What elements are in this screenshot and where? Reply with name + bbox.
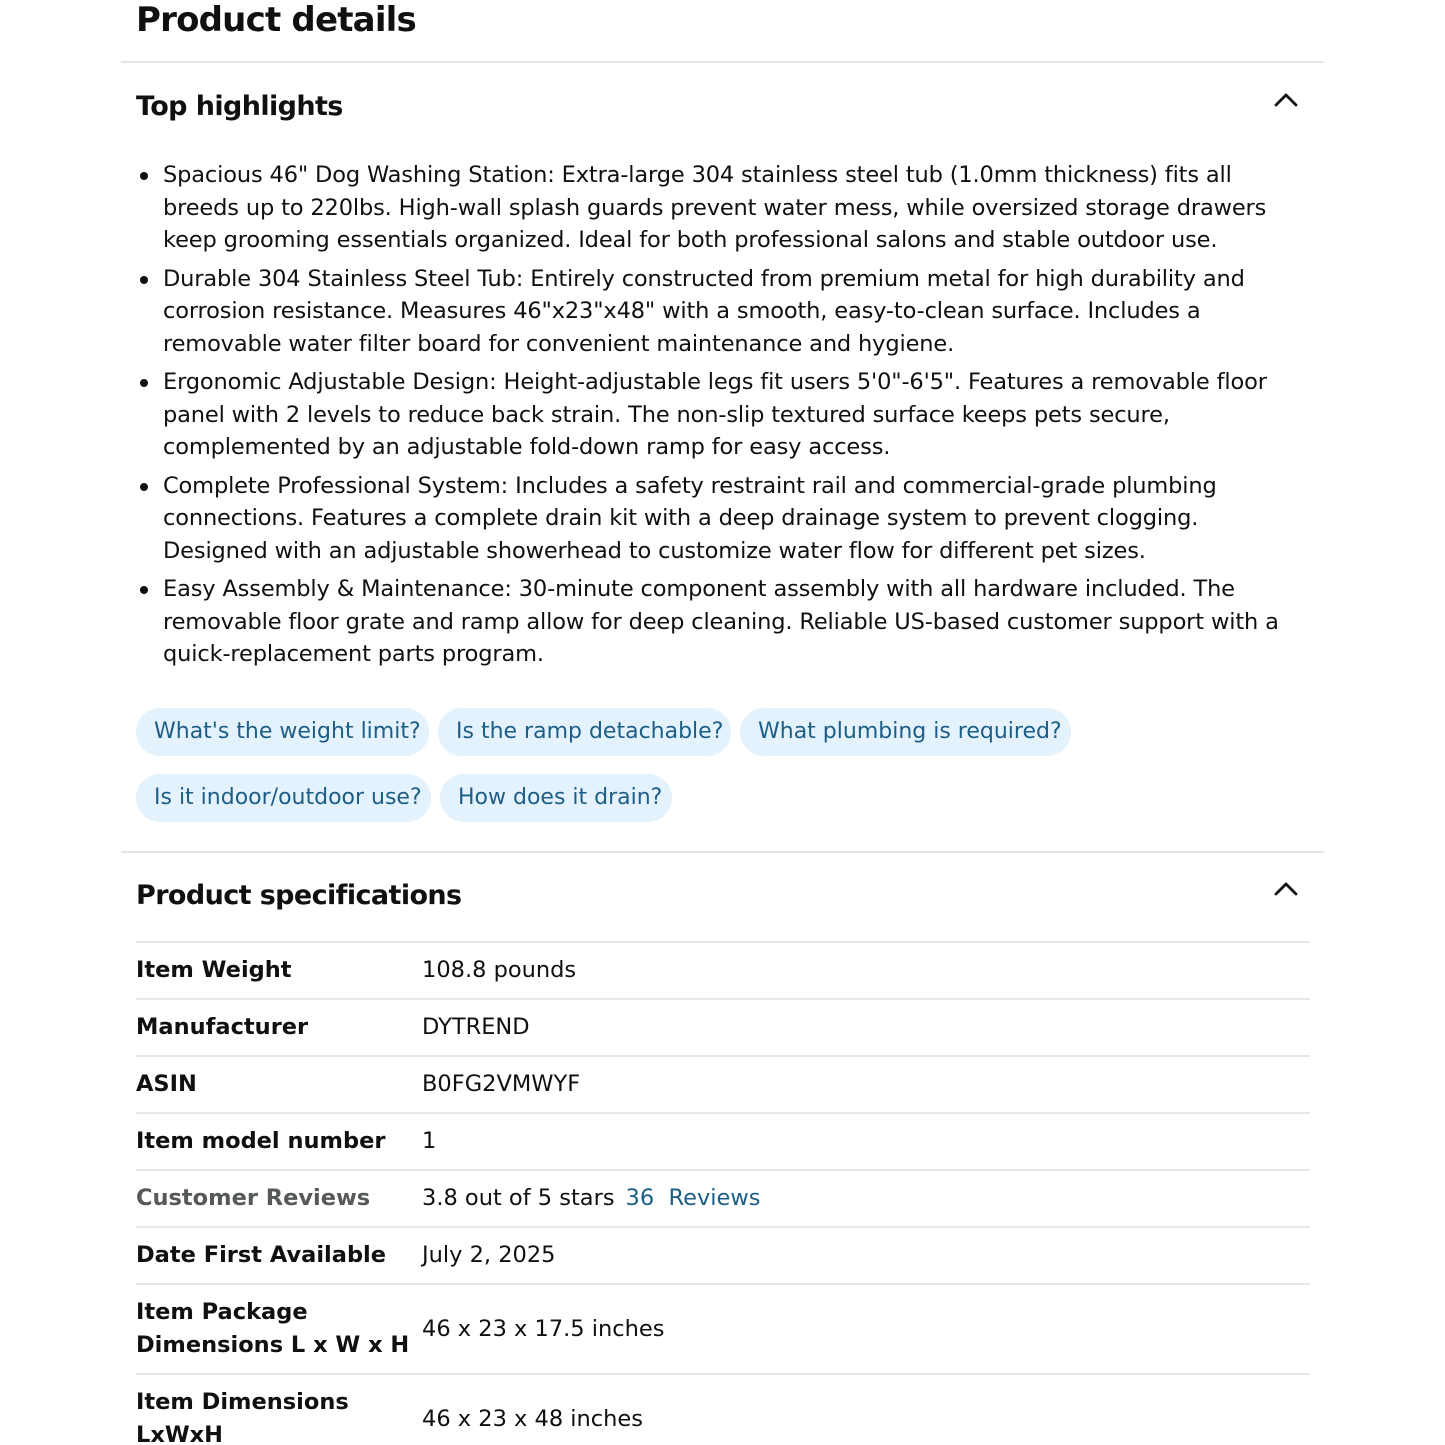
highlight-item: Durable 304 Stainless Steel Tub: Entirely constructed from premium metal for high durability and corrosion resistance. Measures 46"x23"x48" with a smooth, easy-to-clean surface. Includes a removable water filter board for convenient maintenance and hygiene. (136, 263, 1306, 361)
question-chip-drain[interactable]: How does it drain? (440, 774, 672, 822)
table-row (136, 1056, 1310, 1113)
chevron-up-icon[interactable] (1273, 90, 1299, 110)
review-count[interactable]: 36 (625, 1185, 655, 1211)
specifications-table (136, 941, 1310, 1445)
spec-label: Item model number (136, 1113, 422, 1170)
spec-label: Item Weight (136, 942, 422, 999)
spec-value: 1 (422, 1113, 1310, 1170)
question-chip-weight-limit[interactable]: What's the weight limit? (136, 708, 429, 756)
top-highlights-title: Top highlights (136, 91, 343, 122)
question-chip-ramp-detachable[interactable]: Is the ramp detachable? (438, 708, 731, 756)
spec-label: Customer Reviews (136, 1170, 422, 1227)
highlights-list (136, 159, 1306, 677)
spec-value: 46 x 23 x 17.5 inches (422, 1284, 1310, 1374)
table-row (136, 999, 1310, 1056)
highlight-item: Easy Assembly & Maintenance: 30-minute component assembly with all hardware included. The removable floor grate and ramp allow for deep cleaning. Reliable US-based customer support with a quick-replacement parts program. (136, 573, 1306, 671)
product-specifications-title: Product specifications (136, 880, 462, 911)
chevron-up-icon[interactable] (1273, 879, 1299, 899)
highlight-item: Spacious 46" Dog Washing Station: Extra-large 304 stainless steel tub (1.0mm thickness) fits all breeds up to 220lbs. High-wall splash guards prevent water mess, while oversized storage drawers keep grooming essentials organized. Ideal for both professional salons and stable outdoor use. (136, 159, 1306, 257)
highlight-item: Complete Professional System: Includes a safety restraint rail and commercial-grade plumbing connections. Features a complete drain kit with a deep drainage system to prevent clogging. Designed with an adjustable showerhead to customize water flow for different pet sizes. (136, 470, 1306, 568)
spec-value: 108.8 pounds (422, 942, 1310, 999)
spec-value: July 2, 2025 (422, 1227, 1310, 1284)
table-row (136, 1113, 1310, 1170)
spec-label: Item Package Dimensions L x W x H (136, 1284, 422, 1374)
table-row (136, 1374, 1310, 1445)
page-title: Product details (136, 0, 416, 40)
section-divider (121, 61, 1324, 63)
table-row (136, 1227, 1310, 1284)
table-row (136, 942, 1310, 999)
table-row (136, 1170, 1310, 1227)
spec-label: Manufacturer (136, 999, 422, 1056)
question-chip-plumbing[interactable]: What plumbing is required? (740, 708, 1071, 756)
section-divider (121, 851, 1324, 853)
spec-value: B0FG2VMWYF (422, 1056, 1310, 1113)
reviews-label[interactable]: Reviews (668, 1185, 761, 1211)
spec-value (422, 1170, 1310, 1227)
reviews-link[interactable] (626, 1185, 761, 1211)
table-row (136, 1284, 1310, 1374)
spec-value: 46 x 23 x 48 inches (422, 1374, 1310, 1445)
spec-label: Date First Available (136, 1227, 422, 1284)
spec-label: ASIN (136, 1056, 422, 1113)
spec-value: DYTREND (422, 999, 1310, 1056)
highlight-item: Ergonomic Adjustable Design: Height-adjustable legs fit users 5'0"-6'5". Features a removable floor panel with 2 levels to reduce back strain. The non-slip textured surface keeps pets secure, complemented by an adjustable fold-down ramp for easy access. (136, 366, 1306, 464)
spec-label: Item Dimensions LxWxH (136, 1374, 422, 1445)
question-chip-indoor-outdoor[interactable]: Is it indoor/outdoor use? (136, 774, 431, 822)
rating-text: 3.8 out of 5 stars (422, 1185, 615, 1211)
